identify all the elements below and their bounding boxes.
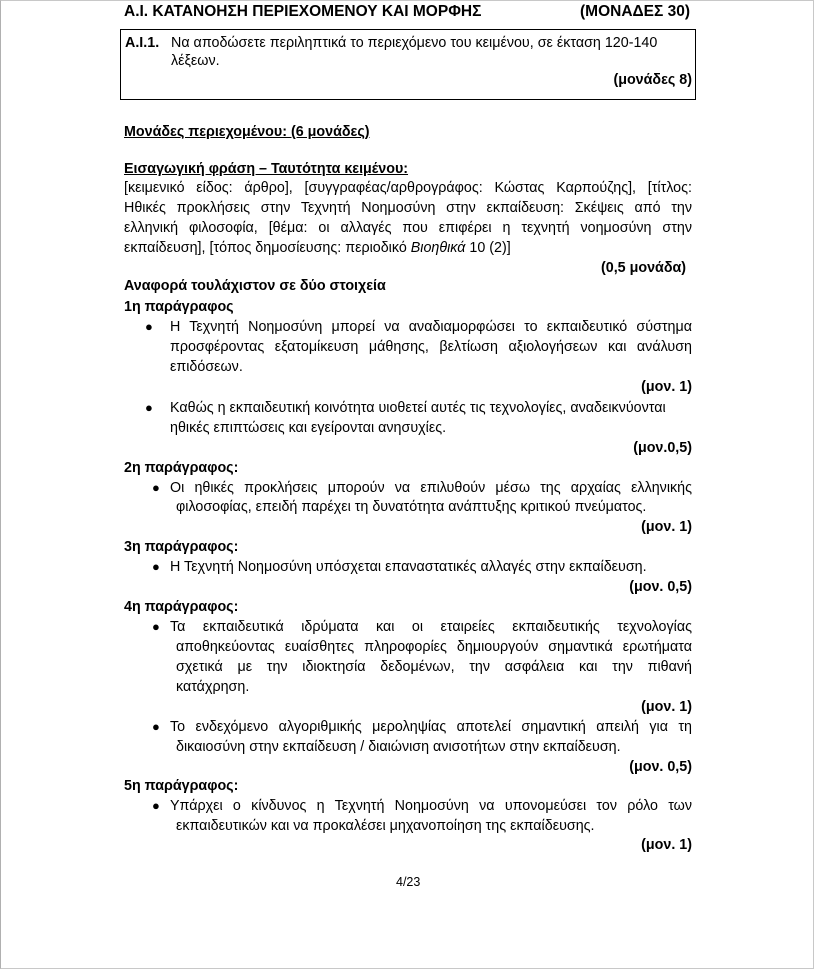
intro-line: εκπαίδευση], [τόπος δημοσίευσης: περιοδικό Βιοηθικά 10 (2)] [124, 240, 511, 256]
intro-line: ελληνική φιλοσοφία, [θέμα: οι αλλαγές που επιφέρει η τεχνητή νοημοσύνη στην [124, 220, 692, 236]
bullet-points: (μον. 0,5) [629, 579, 692, 595]
bullet-icon: ● [152, 619, 160, 634]
paragraph-heading: 4η παράγραφος: [124, 599, 239, 615]
bullet-icon: ● [152, 798, 160, 813]
mention-heading: Αναφορά τουλάχιστον σε δύο στοιχεία [124, 278, 386, 294]
bullet-line: επιδόσεων. [170, 359, 243, 375]
bullet-icon: ● [152, 559, 160, 574]
question-text-line: λέξεων. [171, 53, 220, 69]
section-title: Α.Ι. ΚΑΤΑΝΟΗΣΗ ΠΕΡΙΕΧΟΜΕΝΟΥ ΚΑΙ ΜΟΡΦΗΣ [124, 3, 482, 20]
bullet-icon: ● [152, 480, 160, 495]
bullet-points: (μον. 1) [641, 519, 692, 535]
bullet-points: (μον. 1) [641, 699, 692, 715]
intro-line: Ηθικές προκλήσεις στην Τεχνητή Νοημοσύνη στην εκπαίδευση: Σκέψεις από την [124, 200, 692, 216]
question-points: (μονάδες 8) [613, 72, 692, 88]
bullet-line: Το ενδεχόμενο αλγοριθμικής μεροληψίας αποτελεί σημαντική απειλή για τη [170, 719, 692, 735]
intro-heading: Εισαγωγική φράση – Ταυτότητα κειμένου: [124, 161, 409, 177]
bullet-points: (μον. 1) [641, 379, 692, 395]
journal-name: Βιοηθικά [410, 240, 466, 256]
bullet-line: Καθώς η εκπαιδευτική κοινότητα υιοθετεί αυτές τις τεχνολογίες, αναδεικνύονται [170, 400, 666, 416]
bullet-line: αποθηκεύοντας ευαίσθητες πληροφορίες δημιουργούν σημαντικά ερωτήματα [176, 639, 692, 655]
bullet-line: προσφέροντας εξατομίκευση μάθησης, βελτίωση αξιολογήσεων και ανάλυση [170, 339, 692, 355]
question-number: Α.Ι.1. [125, 35, 160, 51]
bullet-icon: ● [145, 400, 153, 415]
question-text-line: Να αποδώσετε περιληπτικά το περιεχόμενο του κειμένου, σε έκταση 120-140 [171, 35, 658, 51]
bullet-points: (μον. 0,5) [629, 759, 692, 775]
bullet-line: κατάχρηση. [176, 679, 250, 695]
intro-points: (0,5 μονάδα) [601, 260, 687, 276]
bullet-line: Η Τεχνητή Νοημοσύνη μπορεί να αναδιαμορφώσει το εκπαιδευτικό σύστημα [170, 319, 692, 335]
bullet-icon: ● [145, 319, 153, 334]
page-number: 4/23 [396, 875, 421, 889]
bullet-line: φιλοσοφίας, επειδή παρέχει τη δυνατότητα ανάπτυξης κριτικού πνεύματος. [176, 499, 647, 515]
bullet-icon: ● [152, 719, 160, 734]
bullet-points: (μον.0,5) [633, 440, 692, 456]
paragraph-heading: 3η παράγραφος: [124, 539, 239, 555]
bullet-points: (μον. 1) [641, 837, 692, 853]
bullet-line: ηθικές επιπτώσεις και εγείρονται ανησυχίες. [170, 420, 447, 436]
bullet-line: δικαιοσύνη στην εκπαίδευση / διαιώνιση ανισοτήτων στην εκπαίδευση. [176, 739, 621, 755]
paragraph-heading: 5η παράγραφος: [124, 778, 239, 794]
bullet-line: εκπαιδευτικών και να προκαλέσει μηχανοποίηση της εκπαίδευσης. [176, 818, 595, 834]
paragraph-heading: 1η παράγραφος [124, 299, 234, 315]
content-units-heading: Μονάδες περιεχομένου: (6 μονάδες) [124, 124, 370, 140]
bullet-line: Η Τεχνητή Νοημοσύνη υπόσχεται επαναστατικές αλλαγές στην εκπαίδευση. [170, 559, 647, 575]
bullet-line: σχετικά με την ιδιοκτησία δεδομένων, την ασφάλεια και την πιθανή [176, 659, 692, 675]
section-points: (ΜΟΝΑΔΕΣ 30) [580, 3, 691, 20]
paragraph-heading: 2η παράγραφος: [124, 460, 239, 476]
bullet-line: Τα εκπαιδευτικά ιδρύματα και οι εταιρείες εκπαιδευτικής τεχνολογίας [170, 619, 692, 635]
intro-line: [κειμενικό είδος: άρθρο], [συγγραφέας/αρθρογράφος: Κώστας Καρπούζης], [τίτλος: [124, 180, 692, 196]
bullet-line: Υπάρχει ο κίνδυνος η Τεχνητή Νοημοσύνη να υπονομεύσει τον ρόλο των [170, 798, 692, 814]
bullet-line: Οι ηθικές προκλήσεις μπορούν να επιλυθούν μέσω της αρχαίας ελληνικής [170, 480, 692, 496]
